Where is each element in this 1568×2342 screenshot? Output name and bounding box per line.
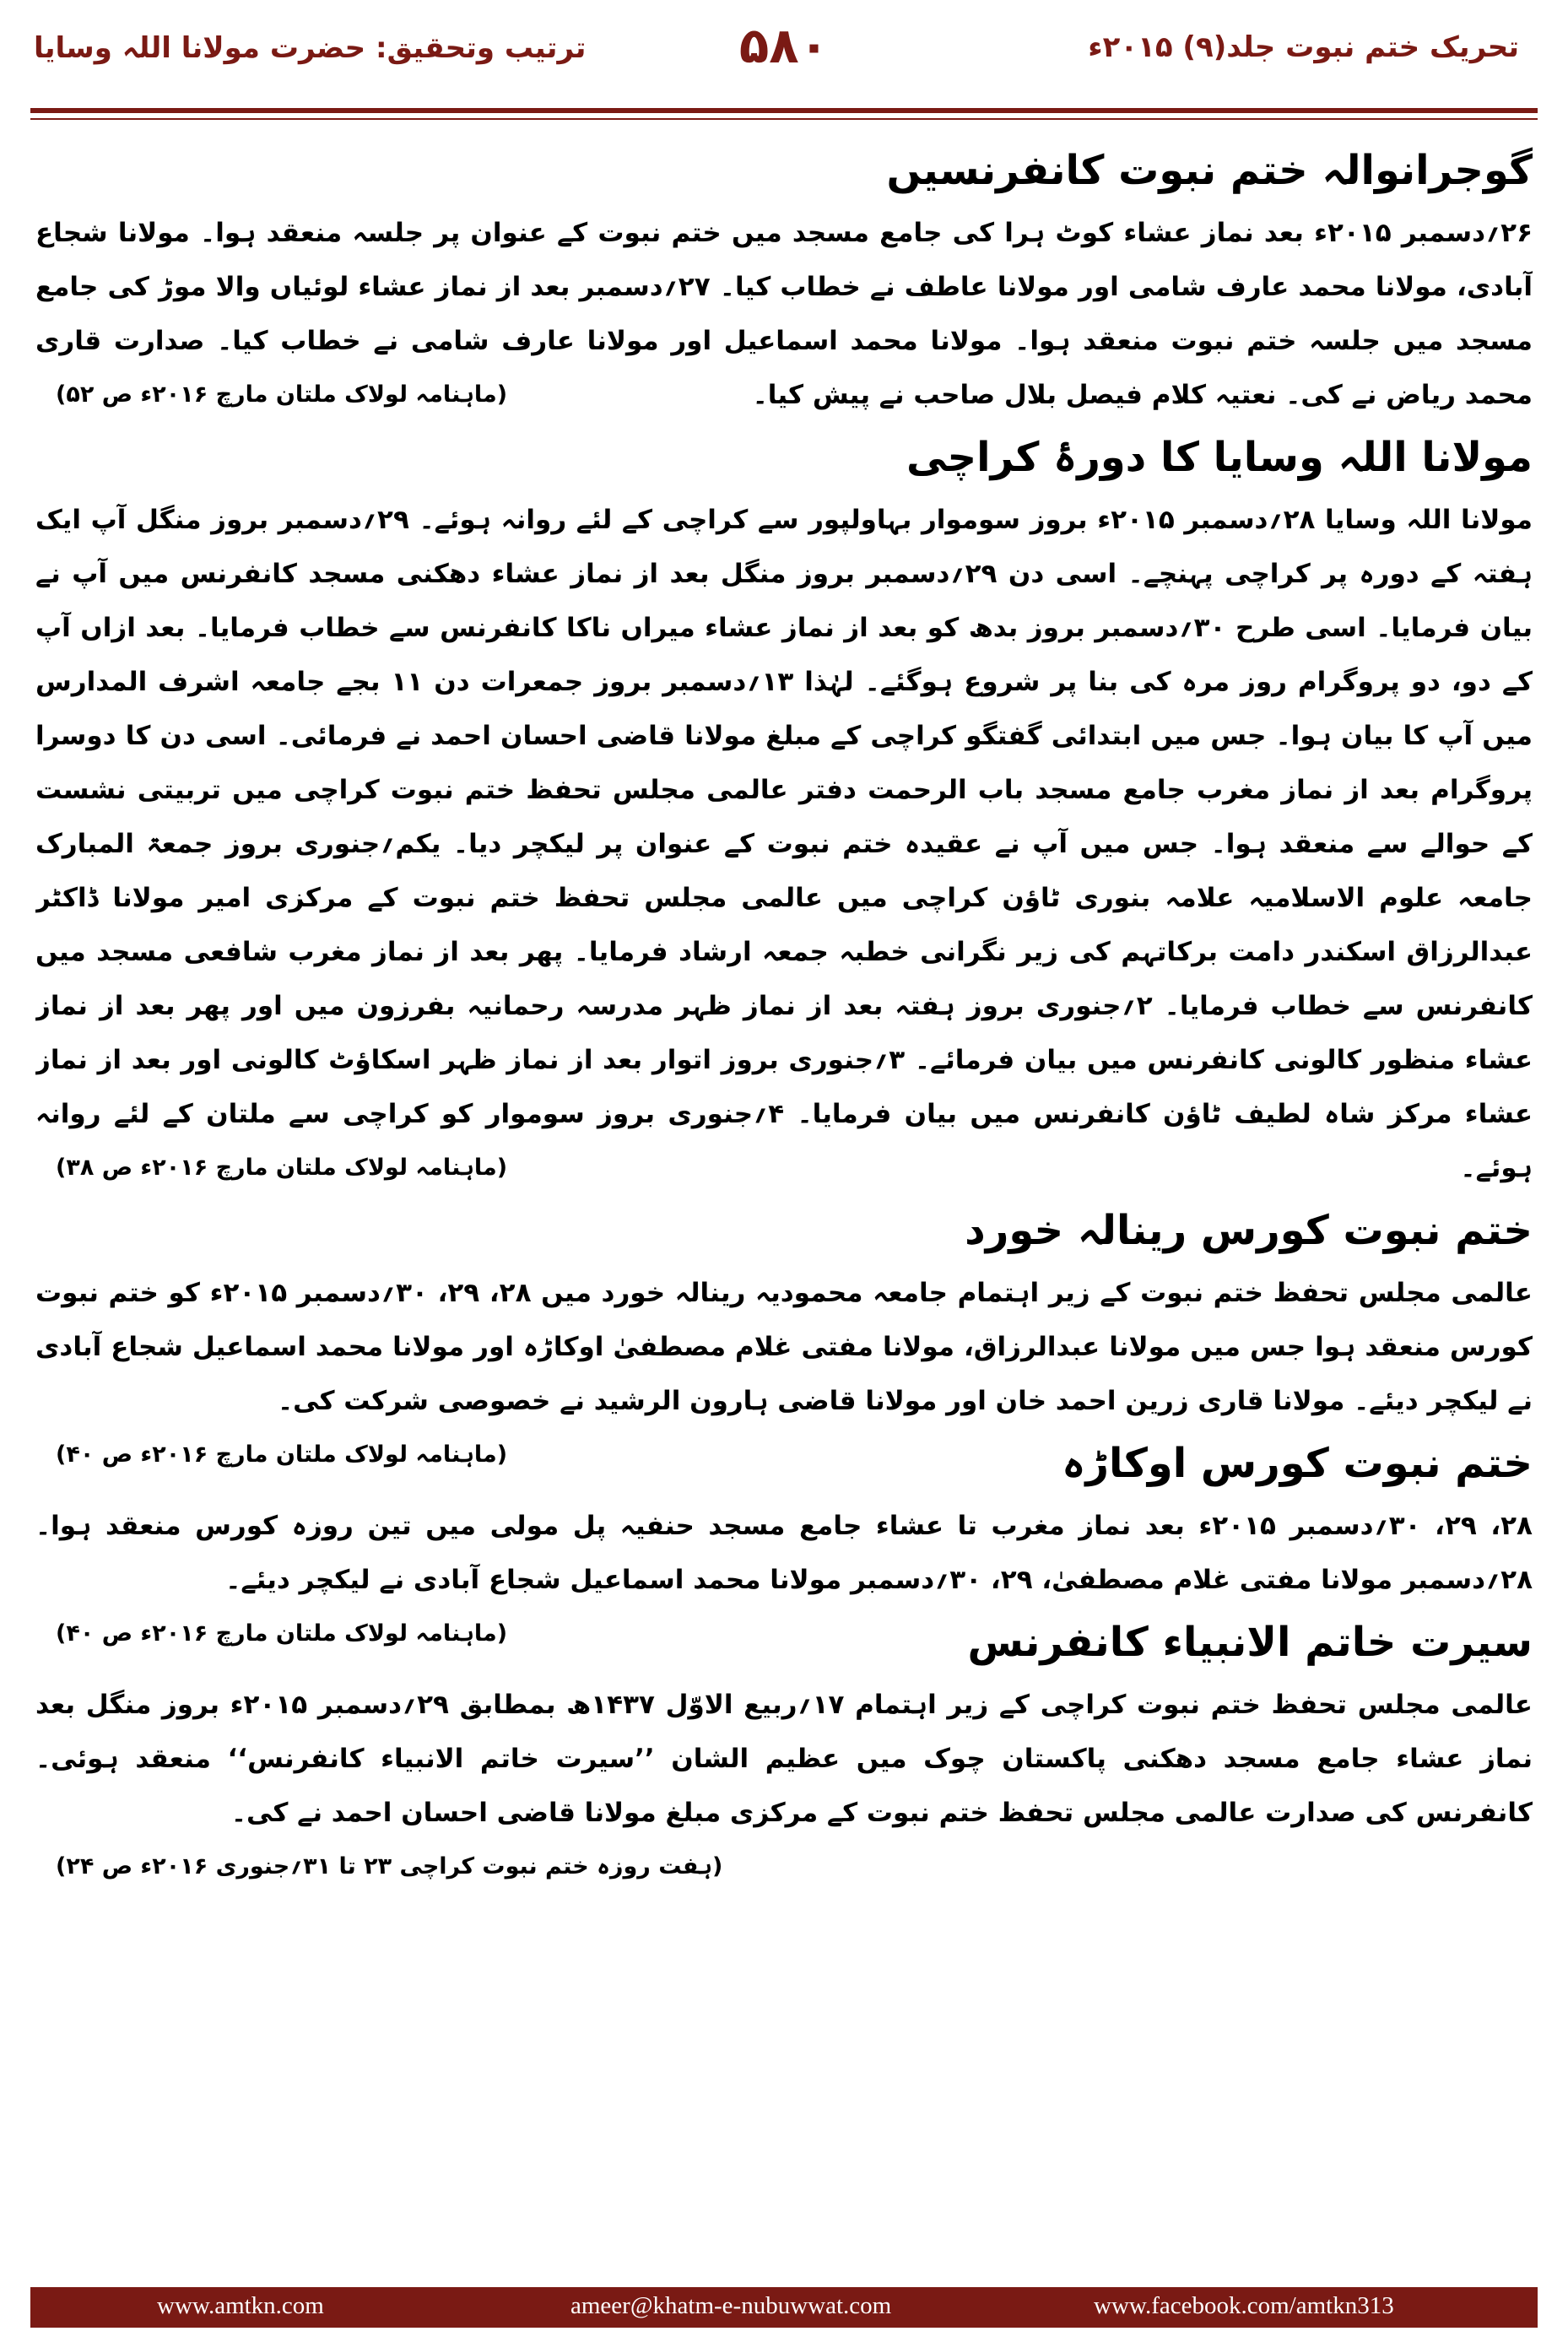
section-heading: گوجرانوالہ ختم نبوت کانفرنسیں — [886, 147, 1533, 194]
page-number: ۵۸۰ — [738, 17, 830, 74]
section-text: مولانا اللہ وسایا ۲۸؍دسمبر ۲۰۱۵ء بروز سوموار بہاولپور سے کراچی کے لئے روانہ ہوئے۔ ۲۹؍دسمبر بروز منگل آپ ایک ہفتہ کے دورہ پر کراچی پہنچے۔ اسی دن ۲۹؍دسمبر بروز منگل بعد از نماز عشاء دھکنی مسجد کانفرنس میں آپ نے بیان فرمایا۔ اسی طرح ۳۰؍دسمبر بروز بدھ کو بعد از نماز عشاء میراں ناکا کانفرنس سے خطاب فرمایا۔ بعد ازاں آپ کے دو، دو پروگرام روز مرہ کی بنا پر شروع ہوگئے۔ لہٰذا ۱۳؍دسمبر بروز جمعرات دن ۱۱ بجے جامعہ اشرف المدارس میں آپ کا بیان ہوا۔ جس میں ابتدائی گفتگو کراچی کے مبلغ مولانا قاضی احسان احمد نے فرمائی۔ اسی دن کا دوسرا پروگرام بعد از نماز مغرب جامع مسجد باب الرحمت دفتر عالمی مجلس تحفظ ختم نبوت کراچی میں تربیتی نشست کے حوالے سے منعقد ہوا۔ جس میں آپ نے عقیدہ ختم نبوت کے عنوان پر لیکچر دیا۔ یکم؍جنوری بروز جمعۃ المبارک جامعہ علوم الاسلامیہ علامہ بنوری ٹاؤن کراچی میں عالمی مجلس تحفظ ختم نبوت کے مرکزی امیر مولانا ڈاکٹر عبدالرزاق اسکندر دامت برکاتہم کی زیر نگرانی خطبہ جمعہ ارشاد فرمایا۔ پھر بعد از نماز مغرب شافعی مسجد میں کانفرنس سے خطاب فرمایا۔ ۲؍جنوری بروز ہفتہ بعد از نماز ظہر مدرسہ رحمانیہ بفرزون میں اور پھر بعد از نماز عشاء منظور کالونی کانفرنس میں بیان فرمائے۔ ۳؍جنوری بروز اتوار بعد از نماز ظہر اسکاؤٹ کالونی اور بعد از نماز عشاء مرکز شاہ لطیف ٹاؤن کانفرنس میں بیان فرمایا۔ ۴؍جنوری بروز سوموار کو کراچی سے ملتان کے لئے روانہ ہوئے۔ — [35, 505, 1533, 1183]
section-gujranwala — [35, 135, 1533, 422]
section-text: ۲۶؍دسمبر ۲۰۱۵ء بعد نماز عشاء کوٹ ہرا کی جامع مسجد میں ختم نبوت کے عنوان پر جلسہ منعقد ہوا۔ مولانا شجاع آبادی، مولانا محمد عارف شامی اور مولانا عاطف نے خطاب کیا۔ ۲۷؍دسمبر بعد از نماز عشاء لوئیاں والا موڑ کی جامع مسجد میں جلسہ ختم نبوت منعقد ہوا۔ مولانا محمد اسماعیل اور مولانا عارف شامی نے خطاب کیا۔ صدارت قاری محمد ریاض نے کی۔ نعتیہ کلام فیصل بلال صاحب نے پیش کیا۔ — [35, 218, 1533, 410]
section-body — [35, 493, 1533, 1195]
section-text: عالمی مجلس تحفظ ختم نبوت کے زیر اہتمام جامعہ محمودیہ رینالہ خورد میں ۲۸، ۲۹، ۳۰؍دسمبر ۲۰۱۵ء کو ختم نبوت کورس منعقد ہوا جس میں مولانا عبدالرزاق، مولانا مفتی غلام مصطفیٰ اوکاڑہ اور مولانا محمد اسماعیل شجاع آبادی نے لیکچر دیئے۔ مولانا قاری زرین احمد خان اور مولانا قاضی ہارون الرشید نے خصوصی شرکت کی۔ — [35, 1278, 1533, 1416]
page-header — [0, 0, 1568, 127]
header-divider-thin — [30, 118, 1538, 120]
section-heading: ختم نبوت کورس اوکاڑہ — [1062, 1440, 1533, 1487]
section-heading: سیرت خاتم الانبیاء کانفرنس — [967, 1619, 1533, 1666]
source-citation: (ہفت روزہ ختم نبوت کراچی ۲۳ تا ۳۱؍جنوری ۲۰۱۶ء ص ۲۴) — [56, 1853, 723, 1880]
section-text: ۲۸، ۲۹، ۳۰؍دسمبر ۲۰۱۵ء بعد نماز مغرب تا عشاء جامع مسجد حنفیہ پل مولی میں تین روزہ کورس منعقد ہوا۔ ۲۸؍دسمبر مولانا مفتی غلام مصطفیٰ، ۲۹، ۳۰؍دسمبر مولانا محمد اسماعیل شجاع آبادی نے لیکچر دیئے۔ — [35, 1511, 1533, 1595]
email-link[interactable]: ameer@khatm-e-nubuwwat.com — [570, 2292, 892, 2319]
section-body — [35, 1678, 1533, 1880]
section-body — [35, 206, 1533, 422]
facebook-link[interactable]: www.facebook.com/amtkn313 — [1094, 2292, 1394, 2319]
section-text: عالمی مجلس تحفظ ختم نبوت کراچی کے زیر اہتمام ۱۷؍ربیع الاوّل ۱۴۳۷ھ بمطابق ۲۹؍دسمبر ۲۰۱۵ء بروز منگل بعد نماز عشاء جامع مسجد دھکنی پاکستان چوک میں عظیم الشان ’’سیرت خاتم الانبیاء کانفرنس‘‘ منعقد ہوئی۔ کانفرنس کی صدارت عالمی مجلس تحفظ ختم نبوت کے مرکزی مبلغ مولانا قاضی احسان احمد نے کی۔ — [35, 1690, 1533, 1828]
section-karachi-tour — [35, 422, 1533, 1195]
website-link[interactable]: www.amtkn.com — [157, 2292, 324, 2319]
article-content — [35, 135, 1533, 2262]
section-heading: مولانا اللہ وسایا کا دورۂ کراچی — [906, 434, 1533, 481]
source-citation: (ماہنامہ لولاک ملتان مارچ ۲۰۱۶ء ص ۴۰) — [56, 1620, 508, 1647]
source-citation: (ماہنامہ لولاک ملتان مارچ ۲۰۱۶ء ص ۴۰) — [56, 1441, 508, 1468]
page-footer — [30, 2287, 1538, 2328]
compiler-credit: ترتیب وتحقیق: حضرت مولانا اللہ وسایا — [34, 31, 587, 65]
header-divider — [30, 108, 1538, 113]
section-heading: ختم نبوت کورس رینالہ خورد — [965, 1207, 1533, 1254]
book-title: تحریک ختم نبوت جلد(۹) ۲۰۱۵ء — [1088, 30, 1519, 64]
source-citation: (ماہنامہ لولاک ملتان مارچ ۲۰۱۶ء ص ۵۲) — [56, 381, 508, 408]
source-citation: (ماہنامہ لولاک ملتان مارچ ۲۰۱۶ء ص ۳۸) — [56, 1155, 508, 1181]
